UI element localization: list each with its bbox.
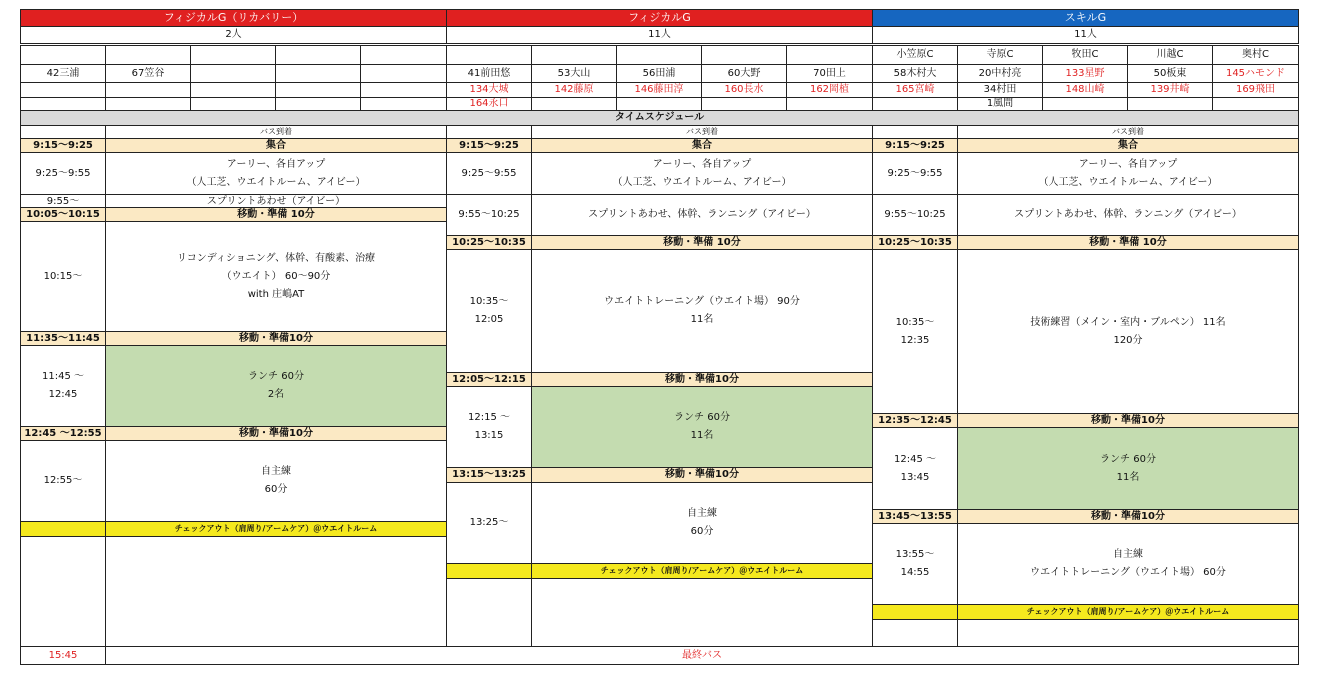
blank-cell bbox=[20, 125, 106, 139]
time-cell: 10:35～ 12:35 bbox=[872, 249, 958, 414]
blank-cell bbox=[20, 82, 106, 98]
time-cell: 9:55～10:25 bbox=[446, 194, 532, 236]
player-cell: 139井崎 bbox=[1127, 82, 1213, 98]
activity-early-warmup: アーリー、各自アップ （人工芝、ウエイトルーム、アイビー） bbox=[957, 152, 1299, 195]
time-cell: 13:25～ bbox=[446, 482, 532, 564]
activity-early-warmup: アーリー、各自アップ （人工芝、ウエイトルーム、アイビー） bbox=[105, 152, 447, 195]
activity-sprint: スプリントあわせ、体幹、ランニング（アイビー） bbox=[531, 194, 873, 236]
coach-cell: 川越C bbox=[1127, 45, 1213, 65]
blank-cell bbox=[701, 97, 787, 111]
blank-cell bbox=[446, 125, 532, 139]
blank-cell bbox=[616, 45, 702, 65]
count-g3: 11人 bbox=[872, 26, 1299, 44]
blank-cell bbox=[275, 45, 361, 65]
group-header-skill: スキルG bbox=[872, 9, 1299, 27]
activity-move: 移動・準備 10分 bbox=[957, 235, 1299, 250]
blank-cell bbox=[190, 82, 276, 98]
player-cell: 56田浦 bbox=[616, 64, 702, 83]
blank-cell bbox=[360, 45, 447, 65]
final-bus-time: 15:45 bbox=[20, 646, 106, 665]
player-cell: 142藤原 bbox=[531, 82, 617, 98]
assemble-cell: 集合 bbox=[957, 138, 1299, 153]
time-cell: 10:35～ 12:05 bbox=[446, 249, 532, 373]
schedule-title: タイムスケジュール bbox=[20, 110, 1299, 126]
player-cell: 41前田悠 bbox=[446, 64, 532, 83]
time-cell: 9:15～9:25 bbox=[446, 138, 532, 153]
final-bus-label: 最終バス bbox=[105, 646, 1299, 665]
time-cell: 10:25～10:35 bbox=[872, 235, 958, 250]
assemble-cell: 集合 bbox=[105, 138, 447, 153]
player-cell: 67笠谷 bbox=[105, 64, 191, 83]
activity-sprint: スプリントあわせ（アイビー） bbox=[105, 194, 447, 208]
time-cell: 12:15 ～ 13:15 bbox=[446, 386, 532, 468]
player-cell: 42三浦 bbox=[20, 64, 106, 83]
time-cell: 12:35～12:45 bbox=[872, 413, 958, 428]
activity-lunch: ランチ 60分 11名 bbox=[531, 386, 873, 468]
coach-cell: 牧田C bbox=[1042, 45, 1128, 65]
blank-cell bbox=[957, 619, 1299, 647]
time-cell: 10:05～10:15 bbox=[20, 207, 106, 222]
activity-sprint: スプリントあわせ、体幹、ランニング（アイビー） bbox=[957, 194, 1299, 236]
player-cell: 160長水 bbox=[701, 82, 787, 98]
coach-cell: 小笠原C bbox=[872, 45, 958, 65]
activity-early-warmup: アーリー、各自アップ （人工芝、ウエイトルーム、アイビー） bbox=[531, 152, 873, 195]
time-cell: 12:45 ～ 13:45 bbox=[872, 427, 958, 510]
activity-move: 移動・準備10分 bbox=[105, 426, 447, 441]
time-cell: 10:15～ bbox=[20, 221, 106, 332]
player-cell: 165宮崎 bbox=[872, 82, 958, 98]
player-cell: 145ハモンド bbox=[1212, 64, 1299, 83]
player-cell: 70田上 bbox=[786, 64, 873, 83]
activity-move: 移動・準備10分 bbox=[957, 509, 1299, 524]
activity-self-training: 自主練 60分 bbox=[531, 482, 873, 564]
time-cell: 11:45 ～ 12:45 bbox=[20, 345, 106, 427]
blank-cell bbox=[1212, 97, 1299, 111]
blank-cell bbox=[20, 521, 106, 537]
player-cell: 53大山 bbox=[531, 64, 617, 83]
activity-checkout: チェックアウト（肩周り/アームケア）＠ウエイトルーム bbox=[957, 604, 1299, 620]
player-cell: 133星野 bbox=[1042, 64, 1128, 83]
blank-cell bbox=[105, 45, 191, 65]
blank-cell bbox=[275, 97, 361, 111]
coach-cell: 奥村C bbox=[1212, 45, 1299, 65]
player-cell: 60大野 bbox=[701, 64, 787, 83]
time-cell: 13:45～13:55 bbox=[872, 509, 958, 524]
blank-cell bbox=[190, 45, 276, 65]
blank-cell bbox=[190, 64, 276, 83]
time-cell: 12:05～12:15 bbox=[446, 372, 532, 387]
activity-checkout: チェックアウト（肩周り/アームケア）＠ウエイトルーム bbox=[531, 563, 873, 579]
time-cell: 12:55～ bbox=[20, 440, 106, 522]
player-cell: 20中村亮 bbox=[957, 64, 1043, 83]
activity-skill-practice: 技術練習（メイン・室内・ブルペン） 11名 120分 bbox=[957, 249, 1299, 414]
blank-cell bbox=[275, 64, 361, 83]
time-cell: 9:15～9:25 bbox=[872, 138, 958, 153]
group-header-physical: フィジカルG bbox=[446, 9, 873, 27]
time-cell: 9:15～9:25 bbox=[20, 138, 106, 153]
blank-cell bbox=[446, 45, 532, 65]
blank-cell bbox=[275, 82, 361, 98]
coach-cell: 寺原C bbox=[957, 45, 1043, 65]
player-cell: 162岡植 bbox=[786, 82, 873, 98]
blank-cell bbox=[786, 97, 873, 111]
blank-cell bbox=[531, 45, 617, 65]
group-header-physical-recovery: フィジカルG（リカバリー） bbox=[20, 9, 447, 27]
time-cell: 10:25～10:35 bbox=[446, 235, 532, 250]
blank-cell bbox=[360, 64, 447, 83]
player-cell: 134大城 bbox=[446, 82, 532, 98]
time-cell: 9:55～10:25 bbox=[872, 194, 958, 236]
blank-cell bbox=[786, 45, 873, 65]
blank-cell bbox=[446, 563, 532, 579]
count-g2: 11人 bbox=[446, 26, 873, 44]
bus-arrival: バス到着 bbox=[957, 125, 1299, 139]
bus-arrival: バス到着 bbox=[531, 125, 873, 139]
activity-self-training: 自主練 60分 bbox=[105, 440, 447, 522]
activity-move: 移動・準備 10分 bbox=[531, 235, 873, 250]
blank-cell bbox=[20, 45, 106, 65]
player-cell: 34村田 bbox=[957, 82, 1043, 98]
player-cell: 164永口 bbox=[446, 97, 532, 111]
player-cell: 169飛田 bbox=[1212, 82, 1299, 98]
count-g1: 2人 bbox=[20, 26, 447, 44]
blank-cell bbox=[1127, 97, 1213, 111]
activity-reconditioning: リコンディショニング、体幹、有酸素、治療 （ウエイト） 60～90分 with 庄嶋AT bbox=[105, 221, 447, 332]
time-cell: 13:15～13:25 bbox=[446, 467, 532, 483]
activity-weight-training: ウエイトトレーニング（ウエイト場） 90分 11名 bbox=[531, 249, 873, 373]
blank-cell bbox=[105, 97, 191, 111]
blank-cell bbox=[360, 82, 447, 98]
blank-cell bbox=[1042, 97, 1128, 111]
time-cell: 9:25～9:55 bbox=[446, 152, 532, 195]
player-cell: 50板東 bbox=[1127, 64, 1213, 83]
player-cell: 148山崎 bbox=[1042, 82, 1128, 98]
blank-cell bbox=[531, 97, 617, 111]
time-cell: 9:25～9:55 bbox=[20, 152, 106, 195]
activity-move: 移動・準備10分 bbox=[531, 372, 873, 387]
activity-lunch: ランチ 60分 11名 bbox=[957, 427, 1299, 510]
time-cell: 13:55～ 14:55 bbox=[872, 523, 958, 605]
blank-cell bbox=[616, 97, 702, 111]
blank-cell bbox=[872, 125, 958, 139]
time-cell: 11:35～11:45 bbox=[20, 331, 106, 346]
activity-lunch: ランチ 60分 2名 bbox=[105, 345, 447, 427]
activity-move: 移動・準備 10分 bbox=[105, 207, 447, 222]
blank-cell bbox=[701, 45, 787, 65]
blank-cell bbox=[531, 578, 873, 647]
activity-move: 移動・準備10分 bbox=[105, 331, 447, 346]
activity-move: 移動・準備10分 bbox=[531, 467, 873, 483]
blank-cell bbox=[105, 536, 447, 647]
player-cell: 146藤田淳 bbox=[616, 82, 702, 98]
blank-cell bbox=[190, 97, 276, 111]
blank-cell bbox=[20, 97, 106, 111]
blank-cell bbox=[446, 578, 532, 647]
blank-cell bbox=[105, 82, 191, 98]
bus-arrival: バス到着 bbox=[105, 125, 447, 139]
time-cell: 9:25～9:55 bbox=[872, 152, 958, 195]
assemble-cell: 集合 bbox=[531, 138, 873, 153]
player-cell: 58木村大 bbox=[872, 64, 958, 83]
activity-checkout: チェックアウト（肩周り/アームケア）＠ウエイトルーム bbox=[105, 521, 447, 537]
player-cell: 1風間 bbox=[957, 97, 1043, 111]
blank-cell bbox=[872, 604, 958, 620]
time-cell: 12:45 ～12:55 bbox=[20, 426, 106, 441]
activity-weight-training: 自主練 ウエイトトレーニング（ウエイト場） 60分 bbox=[957, 523, 1299, 605]
blank-cell bbox=[872, 97, 958, 111]
time-cell: 9:55～ bbox=[20, 194, 106, 208]
activity-move: 移動・準備10分 bbox=[957, 413, 1299, 428]
blank-cell bbox=[20, 536, 106, 647]
blank-cell bbox=[360, 97, 447, 111]
blank-cell bbox=[872, 619, 958, 647]
